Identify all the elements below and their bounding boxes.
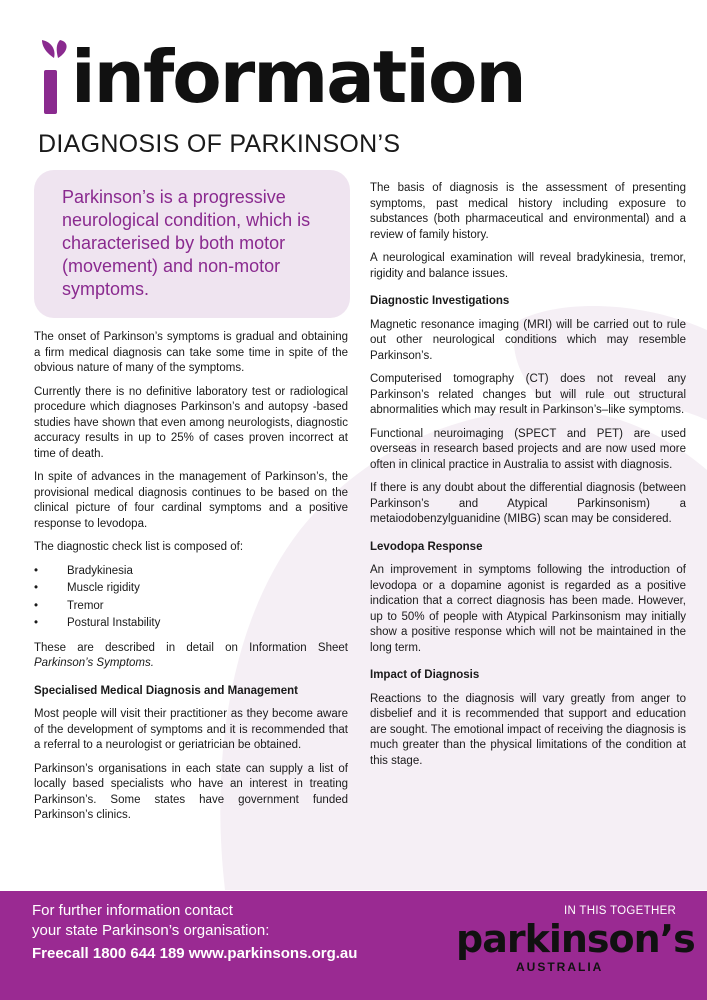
section-heading: Diagnostic Investigations <box>370 295 510 307</box>
intro-text: Parkinson’s is a progressive neurological condition, which is characterised by both motor (movement) and non-motor symptoms. <box>62 187 311 299</box>
footer-banner <box>0 891 707 1000</box>
list-item: • Postural Instability <box>34 616 348 632</box>
paragraph: Computerised tomography (CT) does not reveal any Parkinson’s related changes but will rule out structural abnormalities which may result in Parkinson’s–like symptoms. <box>370 373 686 416</box>
footer-contact-line: your state Parkinson’s organisation: <box>32 922 270 939</box>
list-item: • Tremor <box>34 599 348 615</box>
paragraph: Currently there is no definitive laboratory test or radiological procedure which diagnoses Parkinson’s and autopsy -based studies have shown that even among neurologists, diagnostic accuracy results in up to 25% of cases proven incorrect at time of death. <box>34 385 348 460</box>
paragraph: Parkinson’s organisations in each state can supply a list of locally based specialists who have an interest in treating Parkinson’s. Some states have government funded Parkinson’s clinics. <box>34 762 348 821</box>
document-title: DIAGNOSIS OF PARKINSON’S <box>38 130 401 158</box>
section-heading: Impact of Diagnosis <box>370 669 480 681</box>
paragraph: The onset of Parkinson’s symptoms is gradual and obtaining a firm medical diagnosis can take some time in spite of the obvious nature of many of the symptoms. <box>34 331 348 374</box>
brand-name: parkinson’s <box>456 917 695 961</box>
paragraph: The diagnostic check list is composed of: <box>34 541 244 553</box>
brand-tagline: IN THIS TOGETHER <box>564 905 677 917</box>
paragraph: Reactions to the diagnosis will vary greatly from anger to disbelief and it is recommended that support and education are sought. The emotional impact of receiving the diagnosis is much greater than the physical limitations of the condition at this stage. <box>370 692 686 767</box>
paragraph: If there is any doubt about the differential diagnosis (between Parkinson’s and Atypical Parkinsonism) a metaiodobenzylguanidine (MIBG) scan may be considered. <box>370 482 686 525</box>
paragraph: The basis of diagnosis is the assessment of presenting symptoms, past medical history including exposure to substances (both pharmaceutical and environmental) and a review of family history. <box>370 182 686 241</box>
right-column <box>370 181 686 777</box>
sheet-reference: Parkinson’s Symptoms. <box>34 657 154 669</box>
paragraph: Most people will visit their practitioner as they become aware of the development of symptoms and it is recommended that a referral to a neurologist or geriatrician be obtained. <box>34 708 348 751</box>
parkinsons-australia-logo <box>456 901 695 981</box>
diagnostic-checklist <box>34 564 348 632</box>
masthead <box>38 35 525 119</box>
paragraph: Magnetic resonance imaging (MRI) will be carried out to rule out other neurological conditions which may resemble Parkinson’s. <box>370 318 686 362</box>
paragraph <box>34 641 348 672</box>
paragraph: An improvement in symptoms following the introduction of levodopa or a dopamine agonist is regarded as a positive indication that a correct diagnosis has been made. However, up to 50% of people with Atypical Parkinsonism may initially show a positive response which will not be maintained in the long term. <box>370 564 686 654</box>
paragraph: Functional neuroimaging (SPECT and PET) are used overseas in research based projects and are now used more often in clinical practice in Australia to assist with diagnosis. <box>370 427 686 471</box>
paragraph: In spite of advances in the management of Parkinson’s, the provisional medical diagnosis continues to be based on the clinical picture of four cardinal symptoms and a positive response to levodopa. <box>34 471 348 530</box>
footer-contact-line: For further information contact <box>32 902 233 919</box>
paragraph-text: These are described in detail on Information Sheet <box>34 641 348 654</box>
logo-word: information <box>71 35 525 119</box>
intro-callout <box>34 170 350 318</box>
left-column <box>34 330 348 832</box>
brand-subtitle: AUSTRALIA <box>516 960 604 974</box>
information-logo <box>38 35 525 119</box>
section-heading: Levodopa Response <box>370 540 483 553</box>
list-item: • Bradykinesia <box>34 564 348 580</box>
list-item: • Muscle rigidity <box>34 581 348 597</box>
footer-phone-website[interactable]: Freecall 1800 644 189 www.parkinsons.org.au <box>32 945 358 962</box>
paragraph: A neurological examination will reveal bradykinesia, tremor, rigidity and balance issues. <box>370 252 686 280</box>
section-heading: Specialised Medical Diagnosis and Management <box>34 684 298 697</box>
